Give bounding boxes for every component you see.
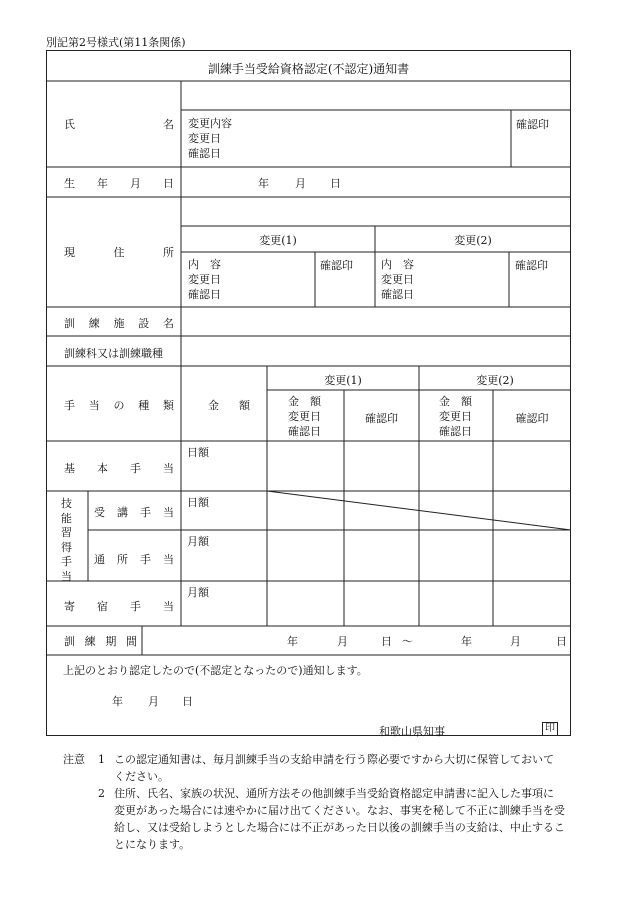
form-reference: 別記第2号様式(第11条関係) [46,36,186,49]
birth-label-char: 月 [130,177,141,190]
period-start-month: 月 [337,635,348,648]
lodging-allowance-char: 当 [163,600,174,613]
lodging-allowance-label [64,598,174,614]
period-start-day: 日 [381,635,392,648]
allowance-type-label [64,397,174,413]
commute-allowance-char: 手 [140,553,151,566]
amount-header-char: 額 [239,399,250,412]
note-2-line: 住所、氏名、家族の状況、通所方法その他訓練手当受給資格認定申請書に記入した事項に [114,787,554,800]
address-change2-date: 変更日 [381,273,414,286]
birth-label [64,175,174,191]
commute-allowance-label [94,551,174,567]
lodging-allowance-char: 宿 [97,600,108,613]
basic-allowance-char: 本 [97,462,108,475]
notification-statement: 上記のとおり認定したので(不認定となったので)通知します。 [63,664,368,677]
name-seal-label: 確認印 [516,118,549,131]
allowance-type-char: の [113,399,125,412]
period-label-char: 練 [84,635,96,648]
name-confirm-date: 確認日 [188,147,221,160]
note-1-line: ください。 [114,770,169,783]
period-label [64,633,137,649]
facility-label-char: 練 [88,317,100,330]
address-change1-seal: 確認印 [320,259,353,272]
allowance-change2-header: 変更(2) [476,374,514,387]
period-end-day: 日 [556,635,567,648]
birth-year: 年 [258,177,269,190]
address-change1-header: 変更(1) [259,234,297,247]
address-change2-header: 変更(2) [454,234,492,247]
basic-allowance-unit: 日額 [187,446,209,459]
seal-mark: 印 [542,722,558,736]
address-label-char: 現 [64,246,75,259]
facility-label-char: 名 [163,317,174,330]
name-change-content: 変更内容 [188,117,232,130]
form-title: 訓練手当受給資格認定(不認定)通知書 [207,62,410,76]
allowance-type-char: 種 [138,399,150,412]
allowance-change1-block [288,394,321,439]
name-change-block [188,116,232,161]
allowance-type-char: 当 [88,399,100,412]
lodging-allowance-char: 手 [130,600,141,613]
name-label-end: 名 [163,118,174,131]
course-allowance-char: 受 [94,506,105,519]
period-label-char: 訓 [64,635,75,648]
allowance-change1-seal: 確認印 [365,412,398,425]
note-2-text [114,785,565,853]
allowance-change2-amount: 金 額 [439,395,472,408]
note-2-line: とになります。 [114,838,191,851]
address-change2-seal: 確認印 [515,259,548,272]
course-allowance-char: 手 [140,506,151,519]
course-allowance-char: 講 [117,506,128,519]
birth-label-char: 生 [64,177,75,190]
address-label [64,244,174,260]
facility-label-char: 施 [113,317,125,330]
note-1-number: 1 [98,753,105,766]
address-change2-confirm: 確認日 [381,288,414,301]
amount-header [208,397,250,413]
notes-heading: 注意 [63,753,85,766]
period-end-year: 年 [461,635,472,648]
note-1-text [114,751,554,785]
period-label-char: 間 [125,635,137,648]
name-label-start: 氏 [64,118,75,131]
allowance-change2-confirm: 確認日 [439,425,472,438]
period-tilde: ～ [402,635,413,648]
address-label-char: 住 [113,246,125,259]
course-allowance-char: 当 [163,506,174,519]
course-label: 訓練科又は訓練職種 [64,347,163,360]
lodging-allowance-unit: 月額 [187,586,209,599]
allowance-change2-date: 変更日 [439,410,472,423]
name-label [64,116,174,132]
allowance-change2-block [439,394,472,439]
allowance-type-char: 類 [163,399,174,412]
notice-day: 日 [182,695,193,708]
basic-allowance-char: 手 [130,462,141,475]
facility-label-char: 訓 [64,317,75,330]
commute-allowance-char: 通 [94,553,105,566]
address-change1-date: 変更日 [188,273,221,286]
issuer-name: 和歌山県知事 [379,725,445,738]
commute-allowance-unit: 月額 [187,535,209,548]
lodging-allowance-char: 寄 [64,600,75,613]
address-label-char: 所 [163,246,174,259]
period-start-year: 年 [287,635,298,648]
amount-header-char: 金 [208,399,219,412]
commute-allowance-char: 所 [117,553,128,566]
allowance-change1-header: 変更(1) [324,374,362,387]
birth-day: 日 [330,177,341,190]
address-change2-block [381,257,414,302]
period-end-month: 月 [510,635,521,648]
basic-allowance-char: 基 [64,462,75,475]
facility-label [64,315,174,331]
note-2-line: 給し、又は受給しようとした場合には不正があった日以後の訓練手当の支給は、中止するこ [114,821,565,834]
facility-label-char: 設 [138,317,150,330]
address-change1-content: 内 容 [188,258,221,271]
birth-label-char: 日 [163,177,174,190]
address-change1-confirm: 確認日 [188,288,221,301]
allowance-change1-confirm: 確認日 [288,425,321,438]
period-label-char: 期 [105,635,117,648]
skill-allowance-label: 技能習得手当 [61,497,72,583]
allowance-change1-date: 変更日 [288,410,321,423]
birth-month: 月 [295,177,306,190]
notice-month: 月 [148,695,159,708]
basic-allowance-char: 当 [163,462,174,475]
note-2-line: 変更があった場合には速やかに届け出てください。なお、事実を秘して不正に訓練手当を受 [114,804,565,817]
address-change1-block [188,257,221,302]
allowance-type-char: 手 [64,399,75,412]
allowance-change2-seal: 確認印 [515,412,549,425]
name-change-date: 変更日 [188,132,221,145]
note-1-line: この認定通知書は、毎月訓練手当の支給申請を行う際必要ですから大切に保管しておいて [114,753,554,766]
allowance-change1-amount: 金 額 [288,395,321,408]
birth-label-char: 年 [97,177,108,190]
commute-allowance-char: 当 [163,553,174,566]
notice-year: 年 [112,695,123,708]
course-allowance-unit: 日額 [187,496,209,509]
address-change2-content: 内 容 [381,258,414,271]
basic-allowance-label [64,460,174,476]
note-2-number: 2 [98,787,105,800]
course-allowance-label [94,504,174,520]
